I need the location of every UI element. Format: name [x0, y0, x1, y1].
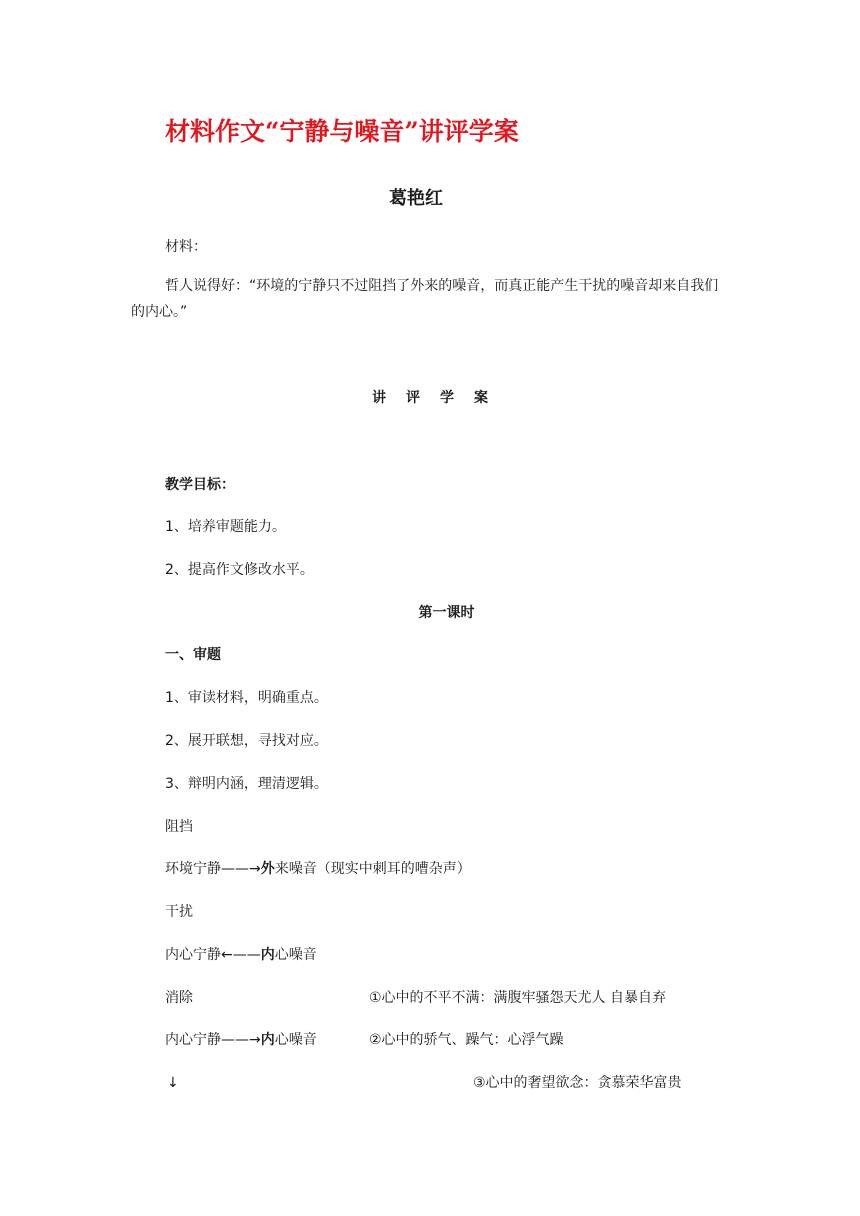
- diagram-item: ①心中的不平不满：满腹牢骚怨天尤人 自暴自弃: [369, 990, 666, 1006]
- arrow-right-icon: ——→: [221, 1032, 261, 1048]
- diagram-node: 内心宁静: [165, 1032, 221, 1048]
- arrow-left-icon: ←——: [221, 947, 261, 963]
- diagram-emphasis: 内: [260, 1032, 275, 1048]
- diagram-node: 心噪音: [274, 947, 317, 963]
- objectives-heading: 教学目标：: [165, 477, 235, 493]
- diagram-node: 来噪音（现实中刺耳的嘈杂声）: [274, 861, 471, 877]
- diagram-label-eliminate: 消除: [165, 990, 193, 1006]
- arrow-right-icon: ——→: [221, 861, 261, 877]
- diagram-node: 内心宁静: [165, 947, 221, 963]
- diagram-label-disturb: 干扰: [165, 904, 193, 920]
- document-title: 材料作文“宁静与噪音”讲评学案: [165, 117, 519, 146]
- diagram-emphasis: 外: [260, 861, 275, 877]
- author-name: 葛艳红: [389, 188, 443, 209]
- diagram-line-eliminate: [165, 1030, 317, 1050]
- diagram-node: 环境宁静: [165, 861, 221, 877]
- step-item: 2、展开联想，寻找对应。: [165, 733, 328, 749]
- objective-item: 1、培养审题能力。: [165, 519, 286, 535]
- diagram-line-inner-noise: [165, 945, 317, 965]
- diagram-label-block: 阻挡: [165, 819, 193, 835]
- section-heading: 讲评学案: [372, 390, 508, 406]
- diagram-emphasis: 内: [260, 947, 275, 963]
- step-item: 3、辩明内涵，理清逻辑。: [165, 776, 328, 792]
- diagram-item: ③心中的奢望欲念：贪慕荣华富贵: [473, 1075, 682, 1091]
- step-item: 1、审读材料，明确重点。: [165, 690, 328, 706]
- part1-heading: 一、审题: [165, 647, 221, 663]
- arrow-down-icon: ↓: [167, 1075, 179, 1091]
- objective-item: 2、提高作文修改水平。: [165, 562, 314, 578]
- lesson-heading: 第一课时: [418, 605, 475, 621]
- material-text: 哲人说得好：“环境的宁静只不过阻挡了外来的噪音，而真正能产生干扰的噪音却来自我们的内心。”: [131, 278, 719, 320]
- diagram-line-external-noise: [165, 859, 471, 879]
- diagram-item: ②心中的骄气、躁气：心浮气躁: [369, 1032, 564, 1048]
- material-label: 材料：: [165, 239, 207, 255]
- diagram-node: 心噪音: [274, 1032, 317, 1048]
